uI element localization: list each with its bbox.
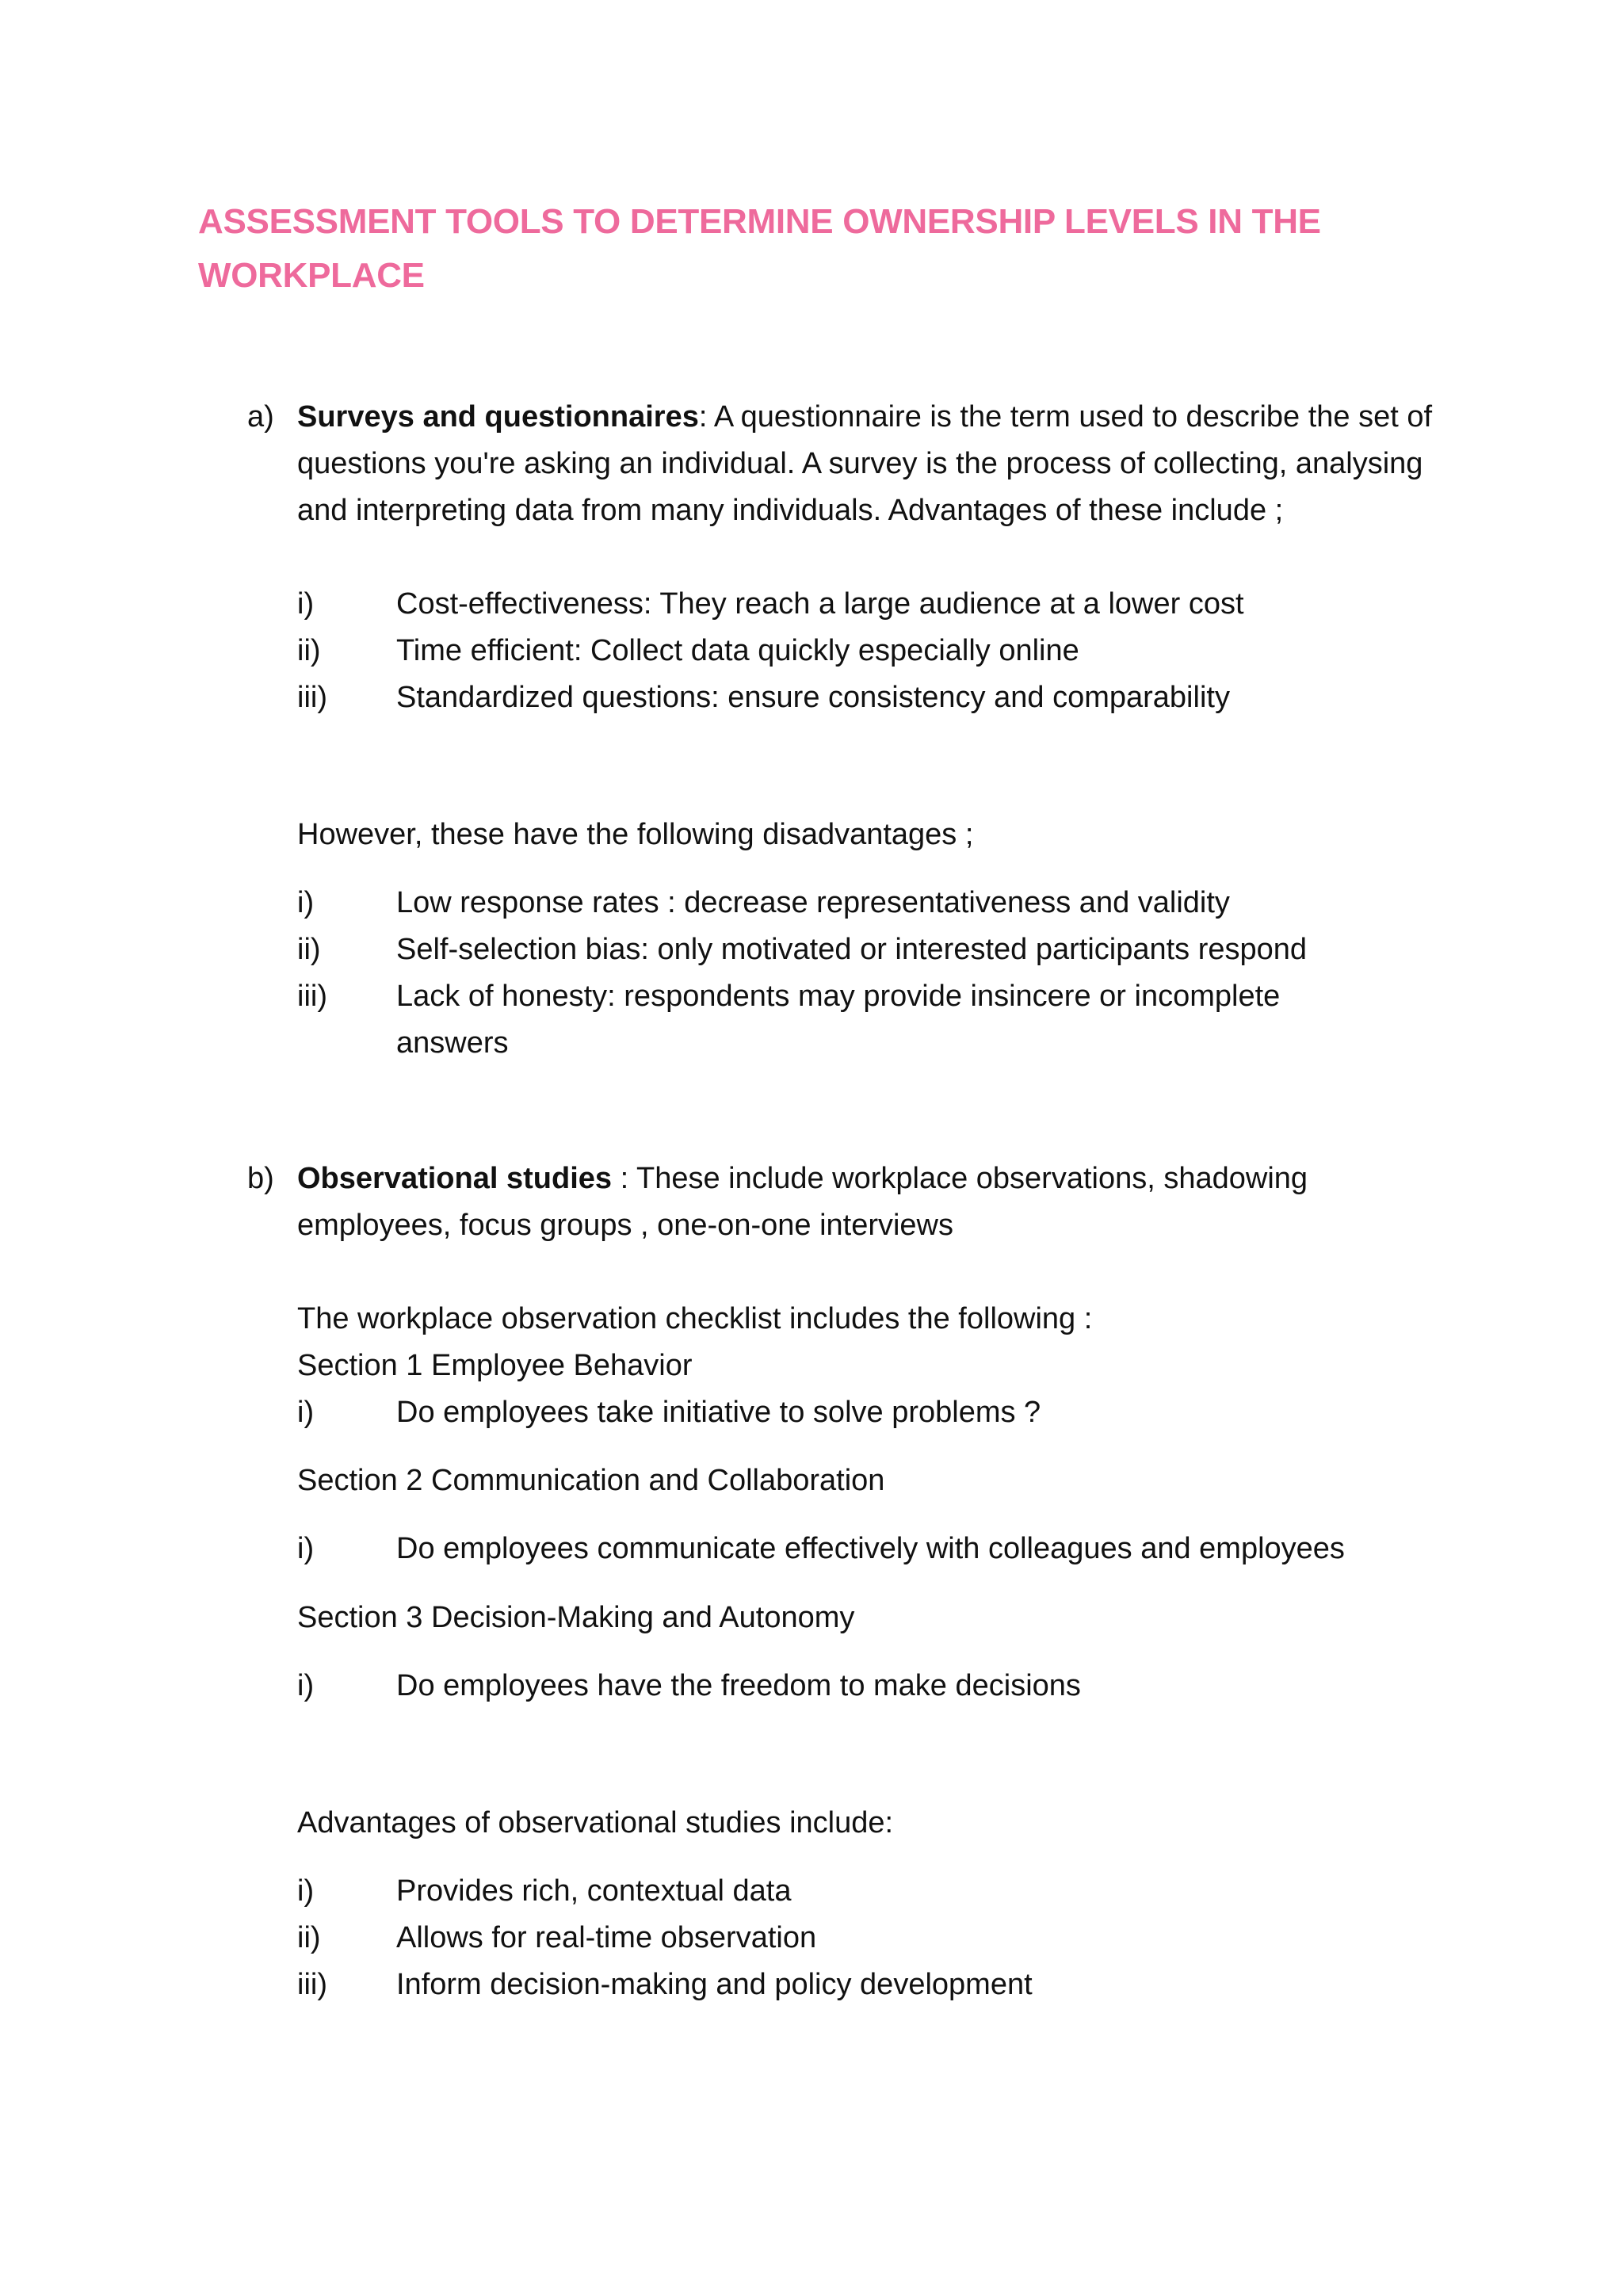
advantages-intro: Advantages of observational studies include: [297, 1806, 894, 1839]
list-item [297, 926, 1454, 973]
section-intro [297, 1156, 1407, 1249]
list-item [297, 1962, 1454, 2008]
list-text: Standardized questions: ensure consistency and comparability [396, 681, 1230, 714]
list-item [297, 1868, 1454, 1915]
list-item [297, 628, 1454, 674]
list-item [297, 1663, 1454, 1710]
section-intro-text: : A questionnaire is the term used to describe the set of questions you're asking an individual. A survey is the process of collecting, analysing and interpreting data from many individuals. Advantages of these include ; [297, 400, 1433, 527]
list-text: Provides rich, contextual data [396, 1874, 792, 1908]
list-item [297, 674, 1454, 721]
list-item [297, 880, 1454, 926]
list-item [297, 1526, 1454, 1572]
list-item [297, 973, 1454, 1067]
list-number: iii) [297, 980, 327, 1013]
list-text: Cost-effectiveness: They reach a large audience at a lower cost [396, 587, 1244, 621]
list-number: i) [297, 1874, 315, 1908]
list-text: Do employees have the freedom to make decisions [396, 1669, 1081, 1702]
checklist-intro: The workplace observation checklist includes the following : [297, 1302, 1093, 1335]
list-text: Self-selection bias: only motivated or interested participants respond [396, 933, 1308, 966]
checklist-section-title: Section 2 Communication and Collaboration [297, 1464, 885, 1497]
list-text: Do employees take initiative to solve problems ? [396, 1396, 1041, 1429]
section-marker: a) [247, 400, 274, 434]
list-text: Low response rates : decrease representativeness and validity [396, 886, 1230, 919]
list-number: iii) [297, 1968, 327, 2001]
section-heading: Surveys and questionnaires [297, 400, 699, 434]
list-number: i) [297, 1669, 315, 1702]
list-item [297, 1389, 1454, 1436]
disadvantages-intro: However, these have the following disadvantages ; [297, 818, 974, 851]
checklist-section-title: Section 3 Decision-Making and Autonomy [297, 1601, 855, 1634]
list-number: i) [297, 886, 315, 919]
list-number: i) [297, 587, 315, 621]
list-number: ii) [297, 1921, 321, 1954]
list-item [297, 581, 1454, 628]
section-intro [297, 394, 1454, 534]
list-text: Lack of honesty: respondents may provide insincere or incomplete answers [396, 980, 1281, 1060]
list-number: ii) [297, 634, 321, 667]
section-intro-text: : These include workplace observations, shadowing employees, focus groups , one-on-one interviews [297, 1162, 1308, 1242]
list-number: i) [297, 1532, 315, 1565]
section-heading: Observational studies [297, 1162, 613, 1195]
page-title: ASSESSMENT TOOLS TO DETERMINE OWNERSHIP LEVELS IN THE WORKPLACE [198, 202, 1321, 295]
list-text: Time efficient: Collect data quickly especially online [396, 634, 1079, 667]
section-marker: b) [247, 1162, 274, 1195]
list-number: i) [297, 1396, 315, 1429]
list-text: Allows for real-time observation [396, 1921, 817, 1954]
list-text: Inform decision-making and policy development [396, 1968, 1033, 2001]
checklist-section-title: Section 1 Employee Behavior [297, 1349, 693, 1382]
list-item [297, 1915, 1454, 1962]
list-text: Do employees communicate effectively with colleagues and employees [396, 1532, 1345, 1565]
list-number: ii) [297, 933, 321, 966]
list-number: iii) [297, 681, 327, 714]
